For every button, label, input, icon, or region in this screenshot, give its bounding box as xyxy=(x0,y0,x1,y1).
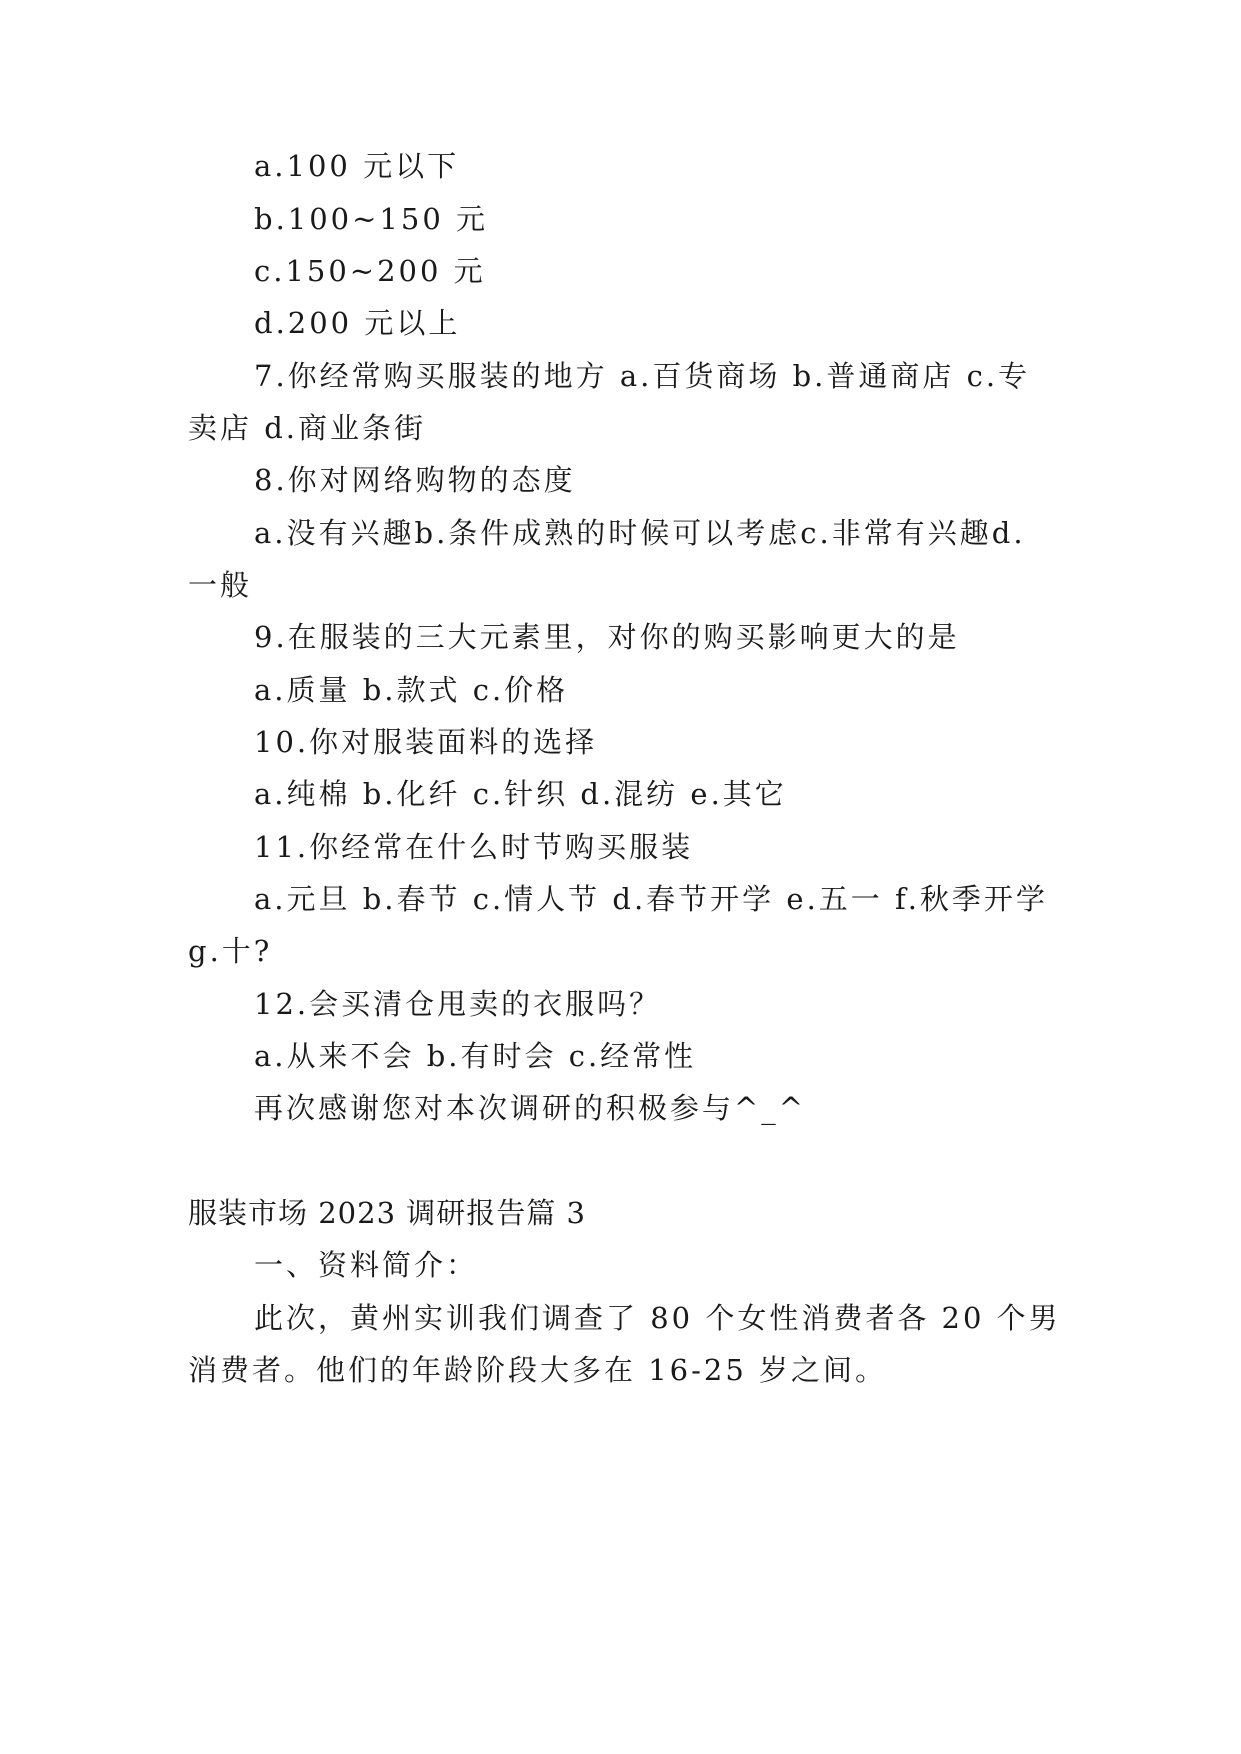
option-price-c: c.150~200 元 xyxy=(254,254,486,288)
question-8-answers-line-1: a.没有兴趣b.条件成熟的时候可以考虑c.非常有兴趣d. xyxy=(254,516,1026,550)
option-price-d: d.200 元以上 xyxy=(254,306,461,340)
question-9: 9.在服装的三大元素里，对你的购买影响更大的是 xyxy=(254,620,960,654)
question-10-answers: a.纯棉 b.化纤 c.针织 d.混纺 e.其它 xyxy=(254,777,787,811)
question-9-answers: a.质量 b.款式 c.价格 xyxy=(254,673,569,707)
section-title: 服装市场 2023 调研报告篇 3 xyxy=(188,1196,586,1230)
intro-paragraph-line-2: 消费者。他们的年龄阶段大多在 16-25 岁之间。 xyxy=(188,1353,888,1387)
intro-heading: 一、资料简介： xyxy=(254,1248,479,1282)
question-8: 8.你对网络购物的态度 xyxy=(254,463,576,497)
question-12-answers: a.从来不会 b.有时会 c.经常性 xyxy=(254,1039,697,1073)
option-price-a: a.100 元以下 xyxy=(254,149,460,183)
question-11-answers-line-1: a.元旦 b.春节 c.情人节 d.春节开学 e.五一 f.秋季开学 xyxy=(254,882,1048,916)
question-11-answers-line-2: g.十? xyxy=(188,934,273,968)
intro-paragraph-line-1: 此次，黄州实训我们调查了 80 个女性消费者各 20 个男 xyxy=(254,1301,1061,1335)
question-11: 11.你经常在什么时节购买服装 xyxy=(254,830,694,864)
thanks-text: 再次感谢您对本次调研的积极参与^_^ xyxy=(254,1091,807,1125)
question-7-line-2: 卖店 d.商业条街 xyxy=(188,411,427,445)
option-price-b: b.100~150 元 xyxy=(254,202,489,236)
question-7-line-1: 7.你经常购买服装的地方 a.百货商场 b.普通商店 c.专 xyxy=(254,359,1031,393)
question-8-answers-line-2: 一般 xyxy=(188,568,253,602)
question-12: 12.会买清仓甩卖的衣服吗？ xyxy=(254,987,662,1021)
question-10: 10.你对服装面料的选择 xyxy=(254,725,598,759)
